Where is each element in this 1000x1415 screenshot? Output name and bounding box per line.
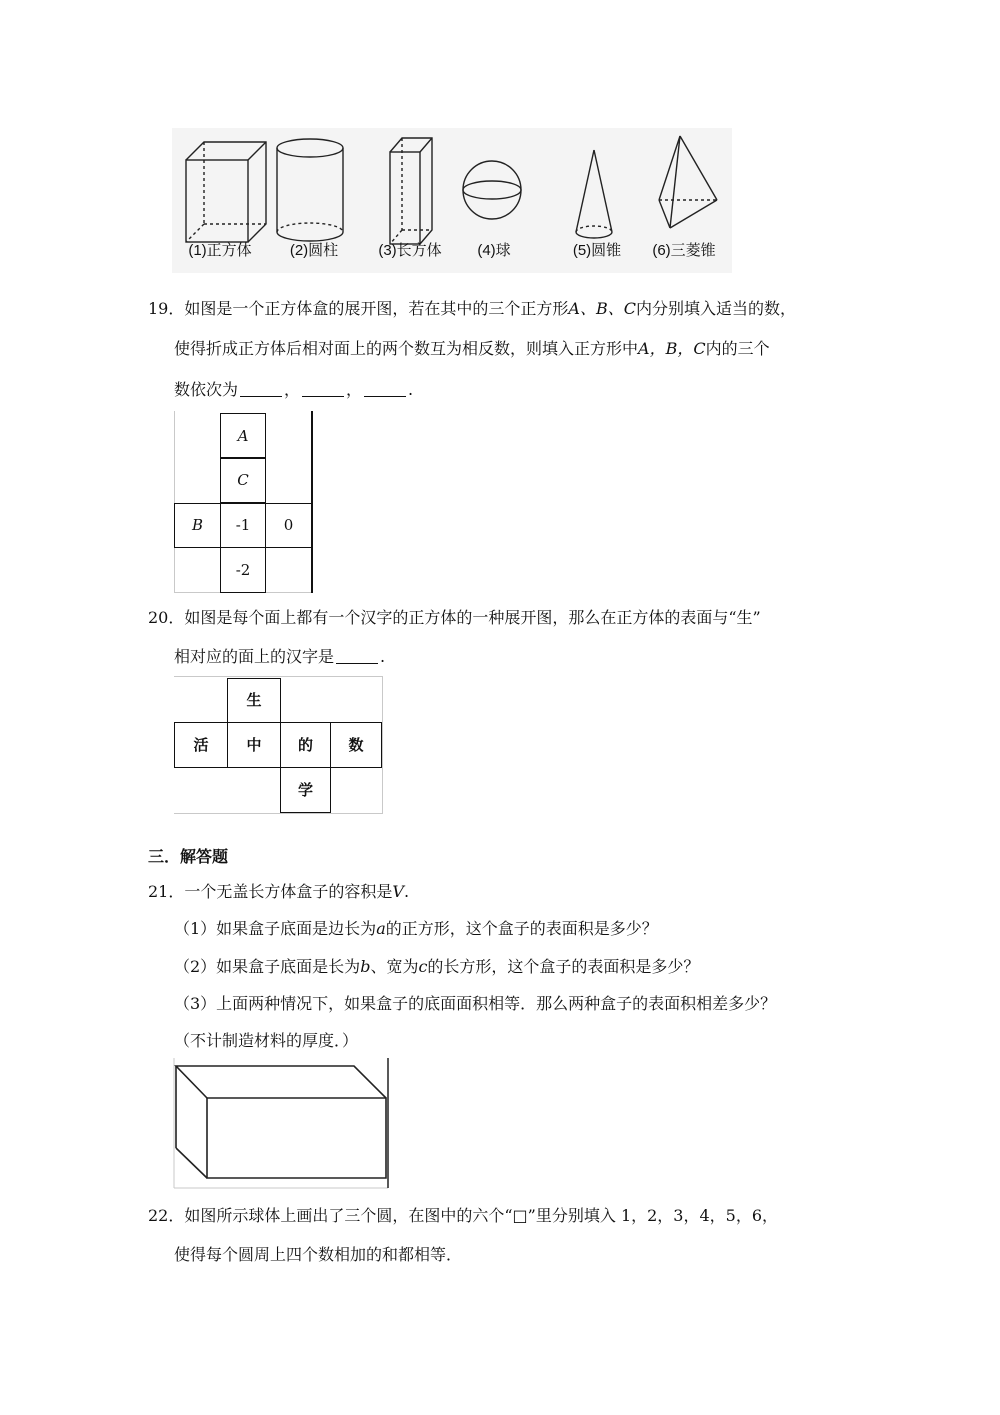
net-cell-shu: 数 bbox=[330, 722, 382, 768]
shape-label-4: (4)球 bbox=[477, 242, 511, 259]
shape-label-6: (6)三菱锥 bbox=[652, 242, 716, 259]
q19-number: 19． bbox=[148, 299, 185, 318]
net-cell-zhong: 中 bbox=[227, 722, 281, 768]
net-cell-huo: 活 bbox=[174, 722, 228, 768]
net-cell-c: C bbox=[220, 457, 266, 503]
cube-icon bbox=[186, 142, 266, 242]
cuboid-icon bbox=[390, 138, 432, 244]
net-cell-minus2: -2 bbox=[220, 547, 266, 593]
answer-blank-q20[interactable] bbox=[336, 647, 378, 664]
shape-label-1: (1)正方体 bbox=[188, 242, 252, 259]
cylinder-icon bbox=[277, 139, 343, 241]
net-cell-b: B bbox=[174, 503, 221, 548]
sphere-icon bbox=[463, 161, 521, 219]
answer-blank-a[interactable] bbox=[240, 380, 282, 397]
q21-part2: （2）如果盒子底面是长为b、宽为c的长方形，这个盒子的表面积是多少？ bbox=[174, 957, 700, 976]
shape-label-5: (5)圆锥 bbox=[572, 242, 622, 259]
q20-line1: 20．如图是每个面上都有一个汉字的正方体的一种展开图，那么在正方体的表面与“生” bbox=[148, 608, 761, 627]
answer-blank-c[interactable] bbox=[364, 380, 406, 397]
section-title: 三．解答题 bbox=[148, 847, 229, 866]
q21-note: （不计制造材料的厚度．） bbox=[174, 1031, 359, 1050]
q20-line2: 相对应的面上的汉字是 . bbox=[174, 647, 386, 666]
q22-line1: 22．如图所示球体上画出了三个圆，在图中的六个“□”里分别填入 1，2，3，4，5，6， bbox=[148, 1206, 779, 1225]
net-cell-a: A bbox=[220, 413, 266, 459]
q19-net bbox=[174, 411, 314, 593]
q19-line2: 使得折成正方体后相对面上的两个数互为相反数，则填入正方形中A，B，C内的三个 bbox=[174, 339, 770, 358]
q21-part3: （3）上面两种情况下，如果盒子的底面面积相等．那么两种盒子的表面积相差多少？ bbox=[174, 994, 777, 1013]
q21-line1: 21．一个无盖长方体盒子的容积是V. bbox=[148, 882, 410, 901]
q20-net bbox=[174, 676, 384, 814]
q19-line1: 19．如图是一个正方体盒的展开图，若在其中的三个正方形A、B、C内分别填入适当的数， bbox=[148, 299, 796, 318]
cuboid-box-svg bbox=[172, 1058, 392, 1190]
net-cell-de: 的 bbox=[280, 722, 331, 768]
q21-number: 21． bbox=[148, 882, 185, 901]
answer-blank-b[interactable] bbox=[302, 380, 344, 397]
net-cell-xue: 学 bbox=[280, 767, 331, 813]
shapes-svg bbox=[172, 128, 732, 273]
cone-icon bbox=[576, 150, 612, 238]
q19-line3: 数依次为 ， ， . bbox=[174, 380, 414, 399]
shape-label-3: (3)长方体 bbox=[378, 242, 442, 259]
q20-number: 20． bbox=[148, 608, 185, 627]
q21-part1: （1）如果盒子底面是边长为a的正方形，这个盒子的表面积是多少？ bbox=[174, 919, 658, 938]
shapes-figure bbox=[172, 128, 732, 273]
net-cell-zero: 0 bbox=[265, 503, 312, 548]
net-cell-minus1: -1 bbox=[220, 503, 266, 548]
pyramid-icon bbox=[659, 136, 717, 228]
net-cell-sheng: 生 bbox=[227, 678, 281, 723]
shape-label-2: (2)圆柱 bbox=[289, 242, 339, 259]
box-figure bbox=[172, 1058, 392, 1190]
q22-number: 22． bbox=[148, 1206, 185, 1225]
q22-line2: 使得每个圆周上四个数相加的和都相等． bbox=[174, 1245, 463, 1264]
